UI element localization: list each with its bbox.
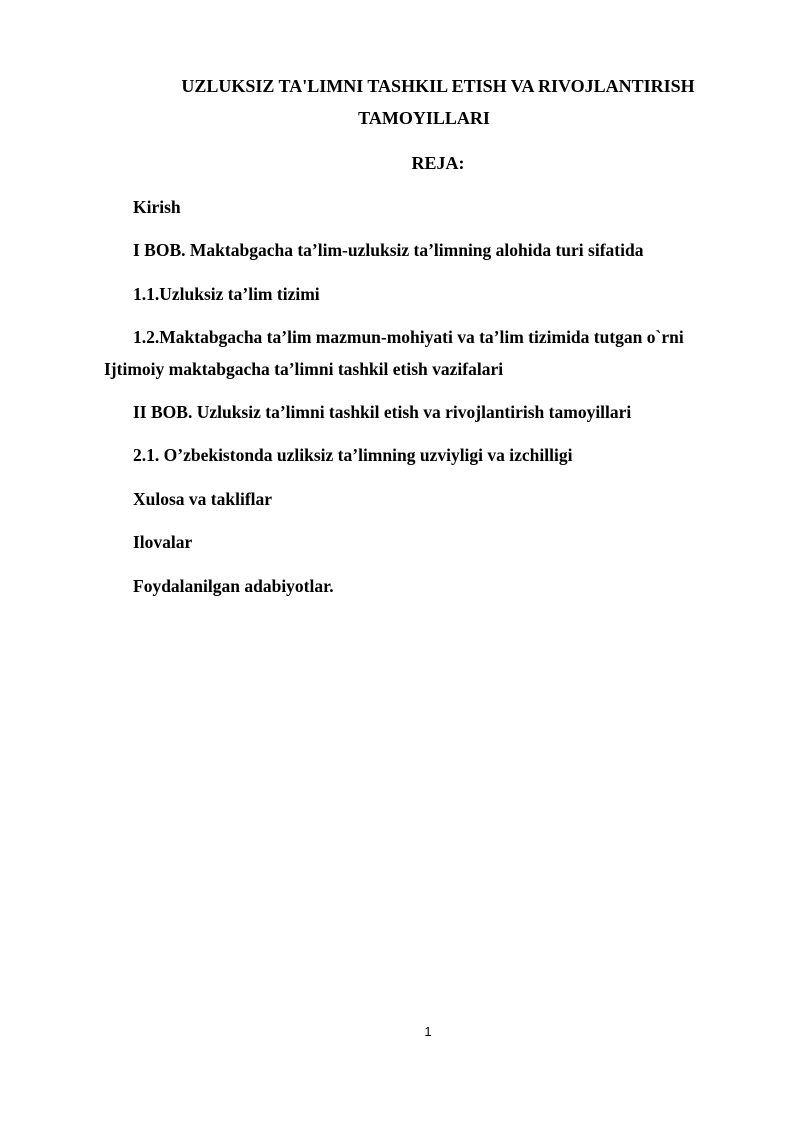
toc-item-introduction: Kirish — [133, 197, 181, 217]
toc-item-section-2-1: 2.1. O’zbekistonda uzliksiz ta’limning uzviyligi va izchilligi — [133, 445, 573, 465]
page-number: 1 — [424, 1024, 432, 1039]
toc-item-conclusion: Xulosa va takliflar — [133, 489, 273, 509]
toc-item-section-1-2-continuation: Ijtimoiy maktabgacha ta’limni tashkil etish vazifalari — [104, 359, 504, 379]
toc-item-section-1-1: 1.1.Uzluksiz ta’lim tizimi — [133, 284, 320, 304]
plan-heading: REJA: — [411, 153, 465, 173]
toc-item-chapter-2: II BOB. Uzluksiz ta’limni tashkil etish va rivojlantirish tamoyillari — [133, 402, 632, 422]
toc-item-chapter-1: I BOB. Maktabgacha ta’lim-uzluksiz ta’limning alohida turi sifatida — [133, 240, 644, 260]
toc-item-references: Foydalanilgan adabiyotlar. — [133, 576, 334, 596]
document-title-line-2: TAMOYILLARI — [358, 108, 490, 128]
toc-item-appendices: Ilovalar — [133, 532, 193, 552]
toc-item-section-1-2: 1.2.Maktabgacha ta’lim mazmun-mohiyati va ta’lim tizimida tutgan o`rni — [133, 327, 684, 347]
document-title-line-1: UZLUKSIZ TA'LIMNI TASHKIL ETISH VA RIVOJLANTIRISH — [181, 76, 695, 96]
